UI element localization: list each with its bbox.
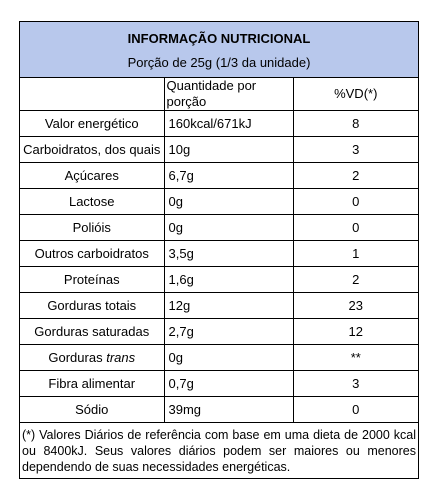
column-header-daily-value: %VD(*) <box>293 78 418 111</box>
nutrient-quantity: 39mg <box>164 397 293 423</box>
nutrient-daily-value: 3 <box>293 371 418 397</box>
nutrient-daily-value: 2 <box>293 267 418 293</box>
column-header-quantity: Quantidade por porção <box>164 78 293 111</box>
table-row <box>20 371 418 397</box>
nutrient-name: Gorduras totais <box>20 293 164 319</box>
nutrient-name: Outros carboidratos <box>20 241 164 267</box>
nutrition-table <box>20 78 418 423</box>
nutrient-quantity: 0g <box>164 189 293 215</box>
nutrient-daily-value: 23 <box>293 293 418 319</box>
nutrient-quantity: 10g <box>164 137 293 163</box>
nutrient-quantity: 3,5g <box>164 241 293 267</box>
nutrient-name: Gorduras saturadas <box>20 319 164 345</box>
nutrient-quantity: 1,6g <box>164 267 293 293</box>
table-row <box>20 163 418 189</box>
nutrient-daily-value: 0 <box>293 215 418 241</box>
nutrient-name-italic: trans <box>106 349 136 365</box>
nutrient-quantity: 12g <box>164 293 293 319</box>
nutrient-daily-value: 2 <box>293 163 418 189</box>
nutrient-name: Carboidratos, dos quais <box>20 137 164 163</box>
table-row <box>20 345 418 371</box>
nutrient-daily-value: 8 <box>293 111 418 137</box>
nutrient-name: Polióis <box>20 215 164 241</box>
nutrient-quantity: 0,7g <box>164 371 293 397</box>
nutrient-daily-value: 12 <box>293 319 418 345</box>
table-row <box>20 215 418 241</box>
nutrient-quantity: 0g <box>164 345 293 371</box>
nutrient-quantity: 0g <box>164 215 293 241</box>
serving-size: Porção de 25g (1/3 da unidade) <box>127 55 311 70</box>
nutrient-quantity: 2,7g <box>164 319 293 345</box>
nutrient-name: Açúcares <box>20 163 164 189</box>
nutrition-facts-panel <box>19 21 419 479</box>
nutrient-name <box>20 345 164 371</box>
nutrient-quantity: 160kcal/671kJ <box>164 111 293 137</box>
nutrient-quantity: 6,7g <box>164 163 293 189</box>
nutrition-title: INFORMAÇÃO NUTRICIONAL <box>127 31 311 46</box>
nutrient-name-prefix: Gorduras <box>48 349 107 365</box>
nutrient-name: Valor energético <box>20 111 164 137</box>
nutrient-name: Proteínas <box>20 267 164 293</box>
column-header-nutrient <box>20 78 164 111</box>
table-row <box>20 189 418 215</box>
table-row <box>20 293 418 319</box>
table-row <box>20 397 418 423</box>
table-row <box>20 241 418 267</box>
nutrient-daily-value: 1 <box>293 241 418 267</box>
table-row <box>20 111 418 137</box>
nutrient-daily-value: ** <box>293 345 418 371</box>
nutrient-daily-value: 3 <box>293 137 418 163</box>
table-header-row <box>20 78 418 111</box>
nutrient-daily-value: 0 <box>293 397 418 423</box>
table-row <box>20 319 418 345</box>
nutrient-name: Sódio <box>20 397 164 423</box>
nutrition-header <box>20 22 418 78</box>
nutrient-name: Lactose <box>20 189 164 215</box>
table-row <box>20 267 418 293</box>
nutrient-daily-value: 0 <box>293 189 418 215</box>
daily-value-footnote: (*) Valores Diários de referência com base em uma dieta de 2000 kcal ou 8400kJ. Seus valores diários podem ser maiores ou menores dependendo de suas necessidades energéticas. <box>22 428 416 474</box>
table-row <box>20 137 418 163</box>
nutrient-name: Fibra alimentar <box>20 371 164 397</box>
